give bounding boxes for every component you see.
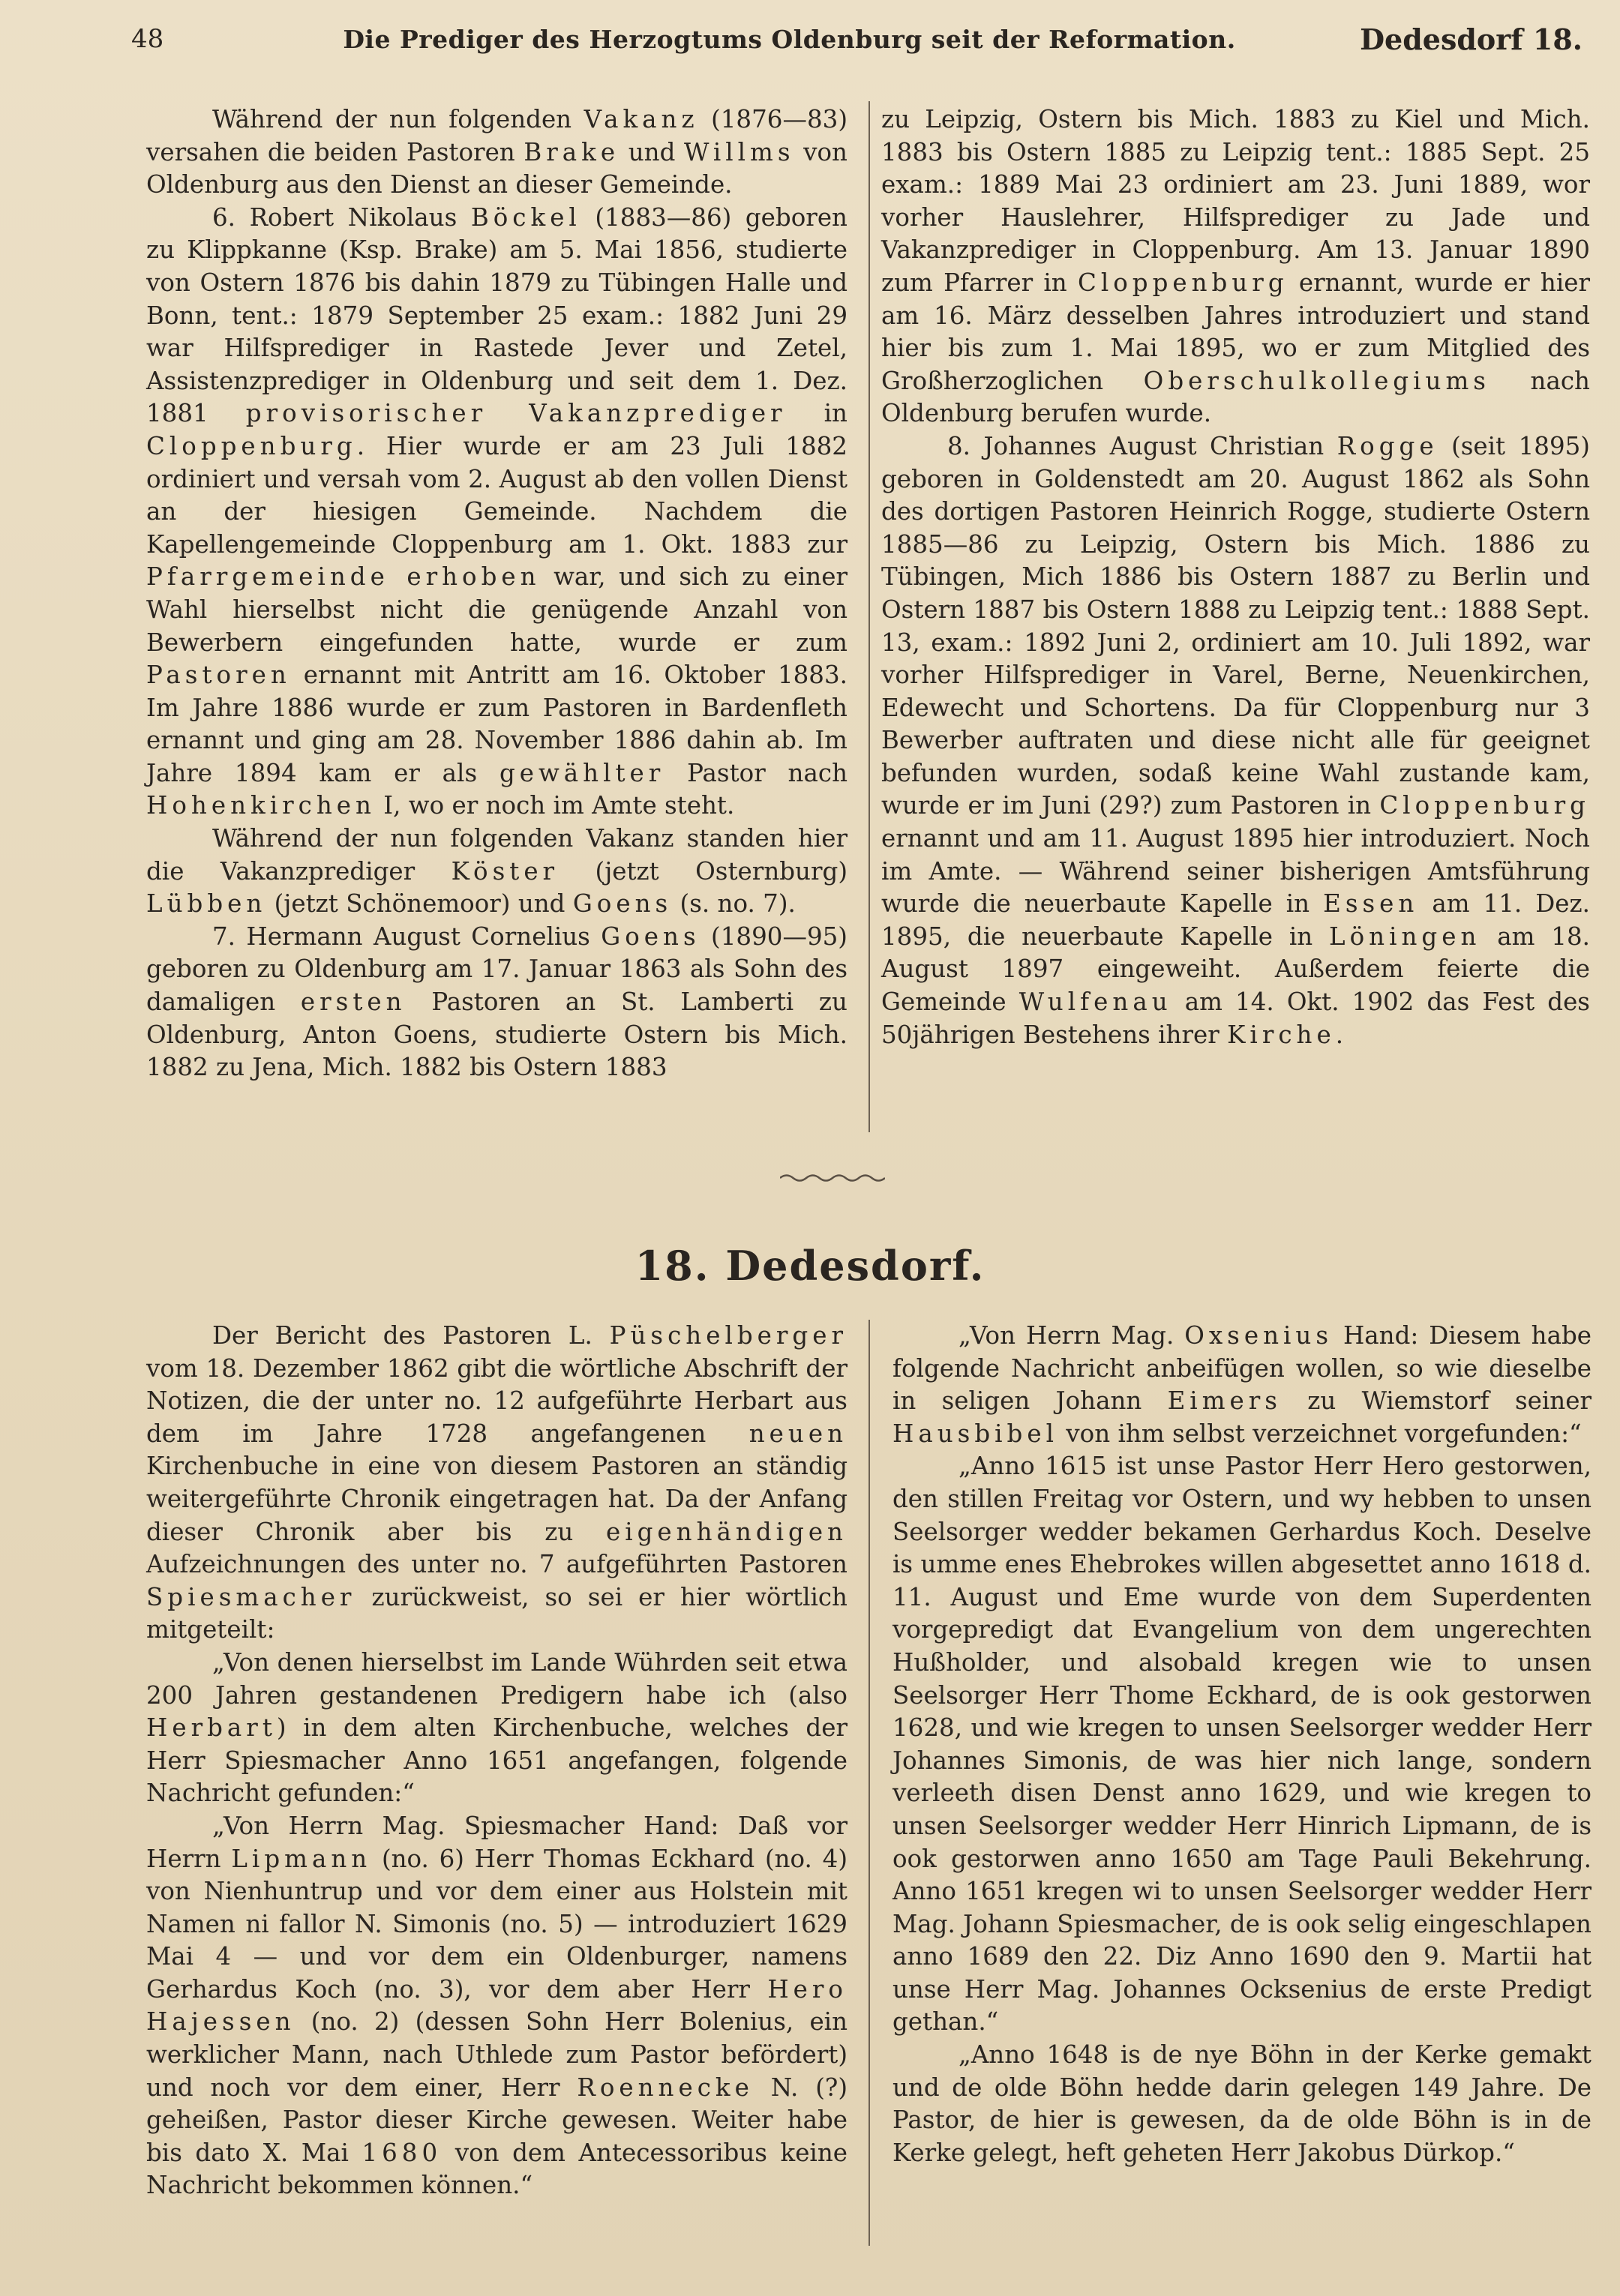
- text-run: ernannt und am 11. August 1895 hier introduziert. Noch im Amte. — Während seiner bisherigen Amtsführung wurde die neuerbaute Kapelle in: [881, 824, 1590, 919]
- spaced-text: Püschelberger: [609, 1321, 848, 1350]
- text-run: „Von Herrn Mag.: [958, 1321, 1185, 1350]
- paragraph: [881, 430, 1590, 1051]
- spaced-text: Lübben: [146, 889, 267, 919]
- paragraph: [146, 1810, 848, 2202]
- upper-right-column: [881, 103, 1590, 1051]
- spaced-text: gewählter: [499, 758, 665, 787]
- text-run: 7. Hermann August Cornelius: [212, 922, 602, 951]
- spaced-text: Cloppenburg: [1379, 791, 1590, 820]
- spaced-text: Löningen: [1329, 922, 1481, 951]
- spaced-text: Cloppenburg: [1077, 268, 1288, 297]
- text-run: „Von Herrn Mag. Spiesmacher Hand: Daß vor Herrn: [146, 1811, 848, 1873]
- paragraph: [892, 1320, 1592, 1450]
- text-run: in: [786, 399, 848, 428]
- text-run: „Anno 1648 is de nye Böhn in der Kerke gemakt und de olde Böhn hedde darin gelegen 149 Jahre. De Pastor, de hier is gewesen, da de olde Böhn is in de Kerke gelegt, heft geheten Herr Jakobus Dürkop.“: [892, 2040, 1592, 2167]
- spaced-text: Wulfenau: [1018, 988, 1172, 1017]
- paragraph: [881, 103, 1590, 430]
- text-run: (jetzt Osternburg): [559, 856, 848, 886]
- spaced-text: Roennecke: [577, 2073, 754, 2102]
- spaced-text: Rogge: [1336, 431, 1438, 460]
- spaced-text: Eimers: [1167, 1386, 1282, 1416]
- spaced-text: Oberschulkollegiums: [1143, 366, 1490, 395]
- text-run: . Hier wurde er am 23 Juli 1882 ordiniert und versah vom 2. August ab den vollen Dienst an der hiesigen Gemeinde. Nachdem die Kapellengemeinde Cloppenburg am 1. Okt. 1883 zur: [146, 431, 848, 559]
- text-run: war, und sich zu einer Wahl hierselbst nicht die genügende Anzahl von Bewerbern eingefunden hatte, wurde er zum: [146, 562, 848, 657]
- spaced-text: Pfarrgemeinde erhoben: [146, 562, 541, 592]
- paragraph: [146, 921, 848, 1084]
- paragraph: [892, 2039, 1592, 2169]
- text-run: ernannt mit Antritt am 16. Oktober 1883. Im Jahre 1886 wurde er zum Pastoren in Bardenfleth ernannt und ging am 28. November 1886 dahin ab. Im Jahre 1894 kam er als: [146, 661, 848, 787]
- spaced-text: neuen: [748, 1419, 848, 1448]
- text-run: „Anno 1615 ist unse Pastor Herr Hero gestorwen, den stillen Freitag vor Ostern, und wy hebben to unsen Seelsorger wedder bekamen Gerhardus Koch. Deselve is umme enes Ehebrokes willen abgesettet anno 1618 d. 11. August und Eme wurde von dem Superdenten vorgepredigt dat Evangelium von dem ungerechten Hußholder, und alsobald kregen wie to unsen Seelsorger Herr Thome Eckhard, de is ook gestorwen 1628, und wie kregen to unsen Seelsorger wedder Herr Johannes Simonis, de was hier nich lange, sondern verleeth disen Denst anno 1629, und wie kregen to unsen Seelsorger wedder Herr Hinrich Lipmann, de is ook gestorwen anno 1650 am Tage Pauli Bekehrung. Anno 1651 kregen wi to unsen Seelsorger wedder Herr Mag. Johann Spiesmacher, de is ook selig eingeschlapen anno 1689 den 22. Diz Anno 1690 den 9. Martii hat unse Herr Mag. Johannes Ocksenius de erste Predigt gethan.“: [892, 1452, 1592, 2037]
- text-run: und: [620, 137, 684, 166]
- page-number: 48: [131, 24, 164, 54]
- spaced-text: Hohenkirchen: [146, 791, 376, 820]
- spaced-text: Vakanz: [584, 105, 699, 133]
- text-run: I, wo er noch im Amte steht.: [375, 791, 735, 820]
- text-run: (jetzt Schönemoor) und: [266, 889, 573, 919]
- text-run: 6. Robert Nikolaus: [212, 202, 471, 232]
- text-run: (no. 2) (dessen Sohn Herr Bolenius, ein werklicher Mann, nach Uthlede zum Pastor befördert) und noch vor dem einer, Herr: [146, 2007, 848, 2102]
- text-run: Pastor nach: [664, 758, 848, 787]
- page-header: [131, 16, 1582, 61]
- paragraph: [146, 1320, 848, 1647]
- text-run: am 18. August 1897 eingeweiht. Außerdem feierte die Gemeinde: [881, 922, 1590, 1017]
- text-run: 8. Johannes August Christian: [947, 431, 1337, 460]
- column-rule-upper: [868, 101, 870, 1132]
- text-run: (1876—83) versahen die beiden Pastoren: [146, 105, 848, 166]
- spaced-text: 1680: [362, 2138, 442, 2167]
- text-run: (seit 1895) geboren in Goldenstedt am 20. August 1862 als Sohn des dortigen Pastoren Heinrich Rogge, studierte Ostern 1885—86 zu Leipzig, Ostern bis Mich. 1886 zu Tübingen, Mich 1886 bis Ostern 1887 zu Berlin und Ostern 1887 bis Ostern 1888 zu Leipzig tent.: 1888 Sept. 13, exam.: 1892 Juni 2, ordiniert am 10. Juli 1892, war vorher Hilfsprediger in Varel, Berne, Neuenkirchen, Edewecht und Schortens. Da für Cloppenburg nur 3 Bewerber auftraten und diese nicht alle für geeignet befunden wurden, sodaß keine Wahl zustande kam, wurde er im Juni (29?) zum Pastoren in: [881, 431, 1590, 820]
- spaced-text: Böckel: [470, 202, 581, 232]
- text-run: von dem Antecessoribus keine Nachricht bekommen können.“: [146, 2138, 848, 2200]
- paragraph: [892, 1450, 1592, 2039]
- text-run: Pastoren an St. Lamberti zu Oldenburg, Anton Goens, studierte Ostern bis Mich. 1882 zu Jena, Mich. 1882 bis Ostern 1883: [146, 988, 848, 1082]
- text-run: ernannt, wurde er hier am 16. März desselben Jahres introduziert und stand hier bis zum 1. Mai 1895, wo er zum Mitglied des Großherzoglichen: [881, 268, 1591, 395]
- text-run: am 14. Okt. 1902 das Fest des 50jährigen Bestehens ihrer: [881, 988, 1590, 1049]
- text-run: „Von denen hierselbst im Lande Wührden seit etwa 200 Jahren gestandenen Predigern habe ich (also: [146, 1647, 848, 1710]
- text-run: von ihm selbst verzeichnet vorgefunden:“: [1058, 1419, 1582, 1448]
- running-title: Die Prediger des Herzogtums Oldenburg seit der Reformation.: [343, 24, 1236, 54]
- spaced-text: Cloppenburg: [146, 431, 357, 460]
- text-run: zurückweist, so sei er hier wörtlich mitgeteilt:: [146, 1582, 848, 1644]
- spaced-text: Willms: [684, 137, 795, 166]
- text-run: ) in dem alten Kirchenbuche, welches der Herr Spiesmacher Anno 1651 angefangen, folgende Nachricht gefunden:“: [146, 1713, 848, 1808]
- text-run: (1890—95) geboren zu Oldenburg am 17. Januar 1863 als Sohn des damaligen: [146, 922, 848, 1017]
- section-title: 18. Dedesdorf.: [634, 1242, 986, 1290]
- spaced-text: Herbart: [146, 1713, 277, 1743]
- text-run: Hand: Diesem habe folgende Nachricht anbeifügen wollen, so wie dieselbe in seligen Johann: [892, 1321, 1592, 1416]
- spaced-text: Köster: [451, 856, 560, 886]
- text-run: Während der nun folgenden: [212, 105, 584, 133]
- text-run: (1883—86) geboren zu Klippkanne (Ksp. Brake) am 5. Mai 1856, studierte von Ostern 1876 bis dahin 1879 zu Tübingen Halle und Bonn, tent.: 1879 September 25 exam.: 1882 Juni 29 war Hilfsprediger in Rastede Jever und Zetel, Assistenzprediger in Oldenburg und seit dem 1. Dez. 1881: [146, 202, 848, 428]
- spaced-text: provisorischer Vakanzprediger: [245, 399, 787, 428]
- wavy-divider: [780, 1171, 885, 1185]
- text-run: zu Wiemstorf seiner: [1281, 1386, 1592, 1416]
- text-run: .: [1335, 1020, 1344, 1049]
- spaced-text: ersten: [300, 988, 406, 1017]
- text-run: (s. no. 7).: [672, 889, 796, 919]
- spaced-text: Kirche: [1227, 1020, 1336, 1049]
- spaced-text: Pastoren: [146, 661, 291, 690]
- paragraph: [146, 202, 848, 823]
- text-run: Der Bericht des Pastoren L.: [212, 1321, 610, 1350]
- section-reference: Dedesdorf 18.: [1360, 22, 1582, 56]
- spaced-text: Hausbibel: [892, 1419, 1058, 1448]
- spaced-text: Spiesmacher: [146, 1582, 356, 1611]
- spaced-text: Brake: [524, 137, 620, 166]
- text-run: von Oldenburg aus den Dienst an dieser Gemeinde.: [146, 137, 848, 199]
- spaced-text: eigenhändigen: [605, 1517, 848, 1546]
- spaced-text: Lipmann: [231, 1844, 372, 1873]
- spaced-text: Goens: [601, 922, 700, 951]
- spaced-text: Hero Hajessen: [146, 1974, 848, 2037]
- lower-right-column: [892, 1320, 1592, 2169]
- text-run: nach Oldenburg berufen wurde.: [881, 366, 1590, 428]
- text-run: Während der nun folgenden Vakanz standen hier die Vakanzprediger: [146, 824, 848, 886]
- spaced-text: Oxsenius: [1184, 1321, 1334, 1350]
- text-run: am 11. Dez. 1895, die neuerbaute Kapelle in: [881, 889, 1590, 951]
- paragraph: [146, 103, 848, 202]
- spaced-text: Essen: [1323, 889, 1419, 919]
- text-run: zu Leipzig, Ostern bis Mich. 1883 zu Kiel und Mich. 1883 bis Ostern 1885 zu Leipzig tent.: 1885 Sept. 25 exam.: 1889 Mai 23 ordiniert am 23. Juni 1889, wor vorher Hauslehrer, Hilfsprediger zu Jade und Vakanzprediger in Cloppenburg. Am 13. Januar 1890 zum Pfarrer in: [881, 105, 1590, 297]
- paragraph: [146, 823, 848, 921]
- upper-left-column: [146, 103, 848, 1084]
- lower-left-column: [146, 1320, 848, 2202]
- text-run: N. (?) geheißen, Pastor dieser Kirche gewesen. Weiter habe bis dato X. Mai: [146, 2073, 848, 2167]
- paragraph: [146, 1647, 848, 1810]
- text-run: vom 18. Dezember 1862 gibt die wörtliche Abschrift der Notizen, die der unter no. 12 aufgeführte Herbart aus dem im Jahre 1728 angefangenen: [146, 1353, 848, 1448]
- text-run: Aufzeichnungen des unter no. 7 aufgeführten Pastoren: [146, 1550, 848, 1579]
- text-run: (no. 6) Herr Thomas Eckhard (no. 4) von Nienhuntrup und vor dem einer aus Holstein mit Namen ni fallor N. Simonis (no. 5) — introduziert 1629 Mai 4 — und vor dem ein Oldenburger, namens Gerhardus Koch (no. 3), vor dem aber Herr: [146, 1844, 848, 2004]
- column-rule-lower: [868, 1320, 870, 2246]
- text-run: Kirchenbuche in eine von diesem Pastoren an ständig weitergeführte Chronik eingetragen hat. Da der Anfang dieser Chronik aber bis zu: [146, 1452, 848, 1546]
- spaced-text: Goens: [572, 889, 673, 919]
